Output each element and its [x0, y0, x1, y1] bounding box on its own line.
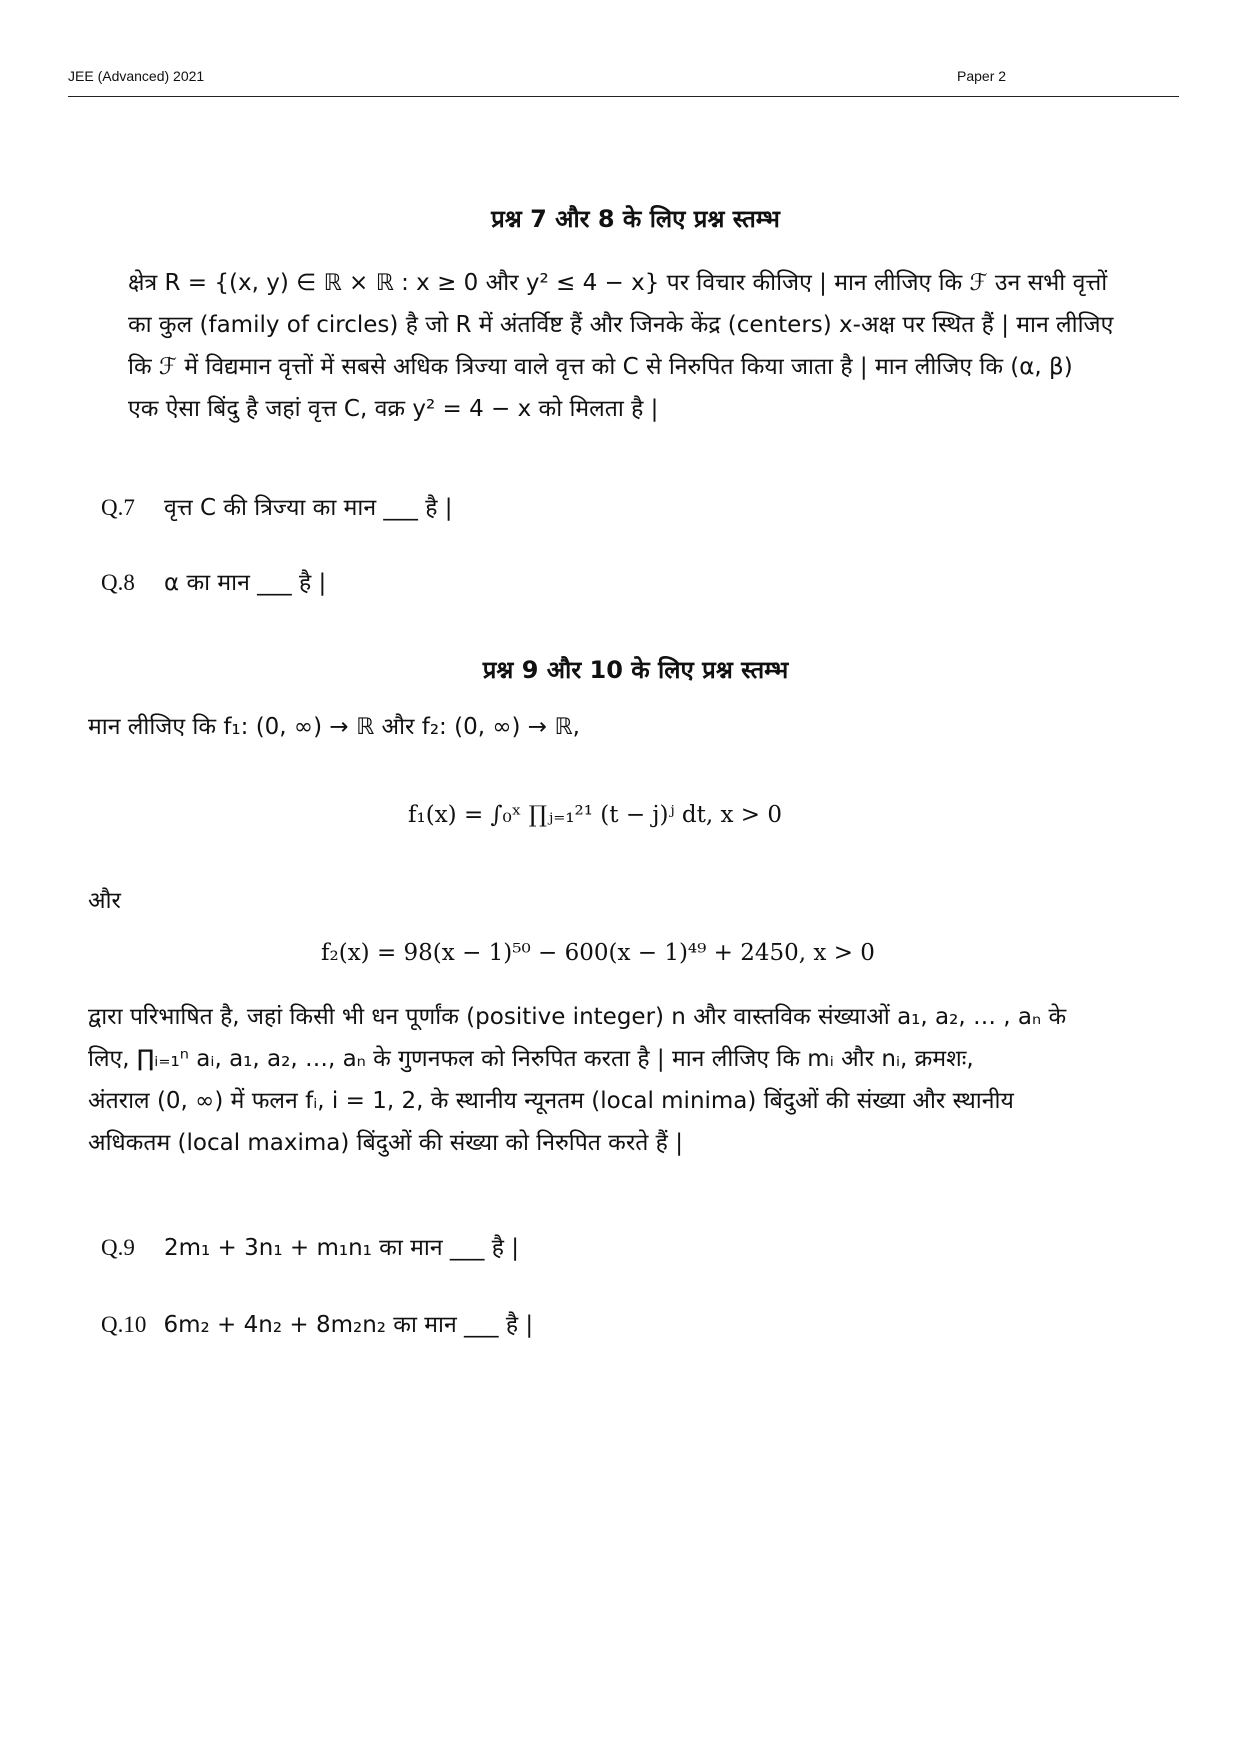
- question-8: [101, 565, 326, 597]
- equation-f2: f₂(x) = 98(x − 1)⁵⁰ − 600(x − 1)⁴⁹ + 2450, x > 0: [321, 940, 875, 966]
- question-number: Q.10: [101, 1312, 147, 1337]
- section2-line-3: अंतराल (0, ∞) में फलन fᵢ, i = 1, 2, के स्थानीय न्यूनतम (local minima) बिंदुओं की संख्या और स्थानीय: [88, 1088, 1014, 1114]
- section2-line-4: अधिकतम (local maxima) बिंदुओं की संख्या को निरुपित करते हैं |: [88, 1130, 683, 1156]
- question-number: Q.8: [101, 570, 135, 595]
- section1-line-2: का कुल (family of circles) है जो R में अंतर्विष्ट हैं और जिनके केंद्र (centers) x-अक्ष पर स्थित हैं | मान लीजिए: [128, 312, 1114, 338]
- header-right: Paper 2: [957, 68, 1007, 84]
- question-text: वृत्त C की त्रिज्या का मान ___ है |: [163, 495, 453, 521]
- question-number: Q.7: [101, 495, 135, 520]
- question-10: [101, 1307, 533, 1339]
- question-text: 2m₁ + 3n₁ + m₁n₁ का मान ___ है |: [163, 1235, 519, 1261]
- question-9: [101, 1230, 519, 1262]
- section1-line-1: क्षेत्र R = {(x, y) ∈ ℝ × ℝ : x ≥ 0 और y² ≤ 4 − x} पर विचार कीजिए | मान लीजिए कि ℱ उन सभी वृत्तों: [128, 270, 1108, 296]
- section1-line-3: कि ℱ में विद्यमान वृत्तों में सबसे अधिक त्रिज्या वाले वृत्त को C से निरुपित किया जाता है | मान लीजिए कि (α, β): [128, 354, 1073, 380]
- section2-line-2: लिए, ∏ᵢ₌₁ⁿ aᵢ, a₁, a₂, …, aₙ के गुणनफल को निरुपित करता है | मान लीजिए कि mᵢ और nᵢ, क्रमशः,: [88, 1046, 974, 1072]
- section2-paragraph: [88, 996, 1188, 1164]
- and-word: और: [88, 888, 121, 914]
- question-number: Q.9: [101, 1235, 135, 1260]
- section1-heading: प्रश्न 7 और 8 के लिए प्रश्न स्तम्भ: [491, 205, 780, 233]
- section1-line-4: एक ऐसा बिंदु है जहां वृत्त C, वक्र y² = 4 − x को मिलता है |: [128, 396, 659, 422]
- question-text: 6m₂ + 4n₂ + 8m₂n₂ का मान ___ है |: [163, 1312, 534, 1338]
- equation-f1-text: f₁(x) = ∫₀ˣ ∏ⱼ₌₁²¹ (t − j)ʲ dt, x > 0: [408, 802, 782, 828]
- section2-intro: मान लीजिए कि f₁: (0, ∞) → ℝ और f₂: (0, ∞) → ℝ,: [88, 714, 580, 740]
- section2-line-1: द्वारा परिभाषित है, जहां किसी भी धन पूर्णांक (positive integer) n और वास्तविक संख्याओं a₁, a₂, … , aₙ के: [88, 1004, 1067, 1030]
- section1-paragraph: [128, 262, 1188, 430]
- equation-f1: [408, 768, 828, 860]
- header-left: JEE (Advanced) 2021: [68, 68, 205, 84]
- question-text: α का मान ___ है |: [163, 570, 327, 596]
- question-7: [101, 490, 452, 522]
- section2-heading: प्रश्न 9 और 10 के लिए प्रश्न स्तम्भ: [482, 656, 789, 684]
- header-divider: [68, 96, 1179, 97]
